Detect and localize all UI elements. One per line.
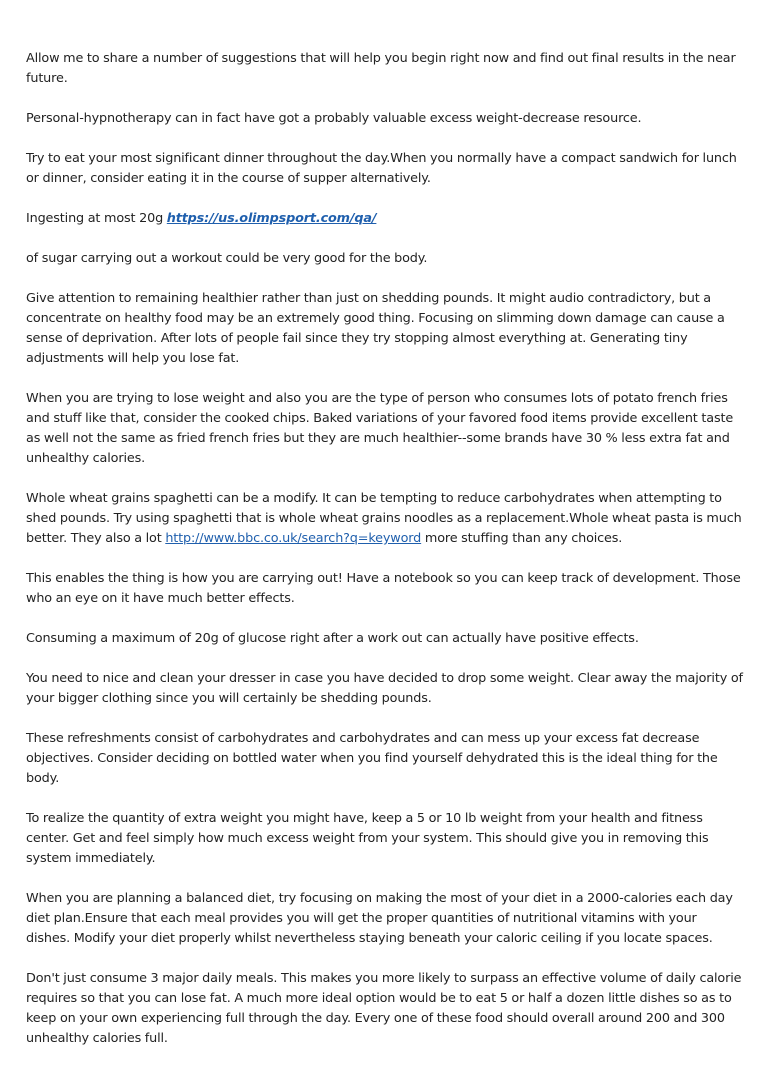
paragraph-balanced-diet: When you are planning a balanced diet, try focusing on making the most of your diet in a 2000-calories each day diet plan.Ensure that each meal provides you will get the proper quantities of nutritional vitamins with your dishes. Modify your diet properly whilst nevertheless staying beneath your caloric ceiling if you locate spaces. [26, 891, 733, 946]
ingesting-text: Ingesting at most 20g [26, 211, 167, 226]
paragraph-glucose: Consuming a maximum of 20g of glucose right after a work out can actually have positive effects. [26, 631, 639, 646]
pasta-text-after: more stuffing than any choices. [421, 531, 623, 546]
paragraph-french-fries: When you are trying to lose weight and also you are the type of person who consumes lots of potato french fries and stuff like that, consider the cooked chips. Baked variations of your favored food items provide excellent taste as well not the same as fried french fries but they are much healthier--some brands have 30 % less extra fat and unhealthy calories. [26, 391, 734, 466]
paragraph-notebook: This enables the thing is how you are carrying out! Have a notebook so you can keep track of development. Those who an eye on it have much better effects. [26, 571, 741, 606]
pasta-text-before: Whole wheat grains spaghetti can be a modify. It can be tempting to reduce carbohydrates when attempting to shed pounds. Try using spaghetti that is whole wheat grains noodles as a replacement.Whole wheat pasta is much better. They also a lot [26, 491, 742, 546]
paragraph-ingesting [26, 209, 744, 229]
paragraph-dinner: Try to eat your most significant dinner throughout the day.When you normally have a compact sandwich for lunch or dinner, consider eating it in the course of supper alternatively. [26, 151, 737, 186]
paragraph-intro: Allow me to share a number of suggestions that will help you begin right now and find out final results in the near future. [26, 51, 736, 86]
bbc-link[interactable]: http://www.bbc.co.uk/search?q=keyword [165, 531, 422, 546]
paragraph-daily-meals: Don't just consume 3 major daily meals. This makes you more likely to surpass an effective volume of daily calorie requires so that you can lose fat. A much more ideal option would be to eat 5 or half a dozen little dishes so as to keep on your own experiencing full through the day. Every one of these food should overall around 200 and 300 unhealthy calories full. [26, 971, 742, 1046]
paragraph-dresser: You need to nice and clean your dresser in case you have decided to drop some weight. Clear away the majority of your bigger clothing since you will certainly be shedding pounds. [26, 671, 743, 706]
olimpsport-link[interactable]: https://us.olimpsport.com/qa/ [166, 211, 377, 226]
paragraph-hypnotherapy: Personal-hypnotherapy can in fact have got a probably valuable excess weight-decrease resource. [26, 111, 642, 126]
paragraph-healthier: Give attention to remaining healthier rather than just on shedding pounds. It might audio contradictory, but a concentrate on healthy food may be an extremely good thing. Focusing on slimming down damage can cause a sense of deprivation. After lots of people fail since they try stopping almost everything at. Generating tiny adjustments will help you lose fat. [26, 291, 725, 366]
paragraph-pasta [26, 489, 744, 549]
paragraph-refreshments: These refreshments consist of carbohydrates and carbohydrates and can mess up your excess fat decrease objectives. Consider deciding on bottled water when you find yourself dehydrated this is the ideal thing for the body. [26, 731, 718, 786]
paragraph-sugar: of sugar carrying out a workout could be very good for the body. [26, 251, 428, 266]
paragraph-extra-weight: To realize the quantity of extra weight you might have, keep a 5 or 10 lb weight from your health and fitness center. Get and feel simply how much excess weight from your system. This should give you in removing this system immediately. [26, 811, 709, 866]
document-body [26, 49, 744, 1069]
